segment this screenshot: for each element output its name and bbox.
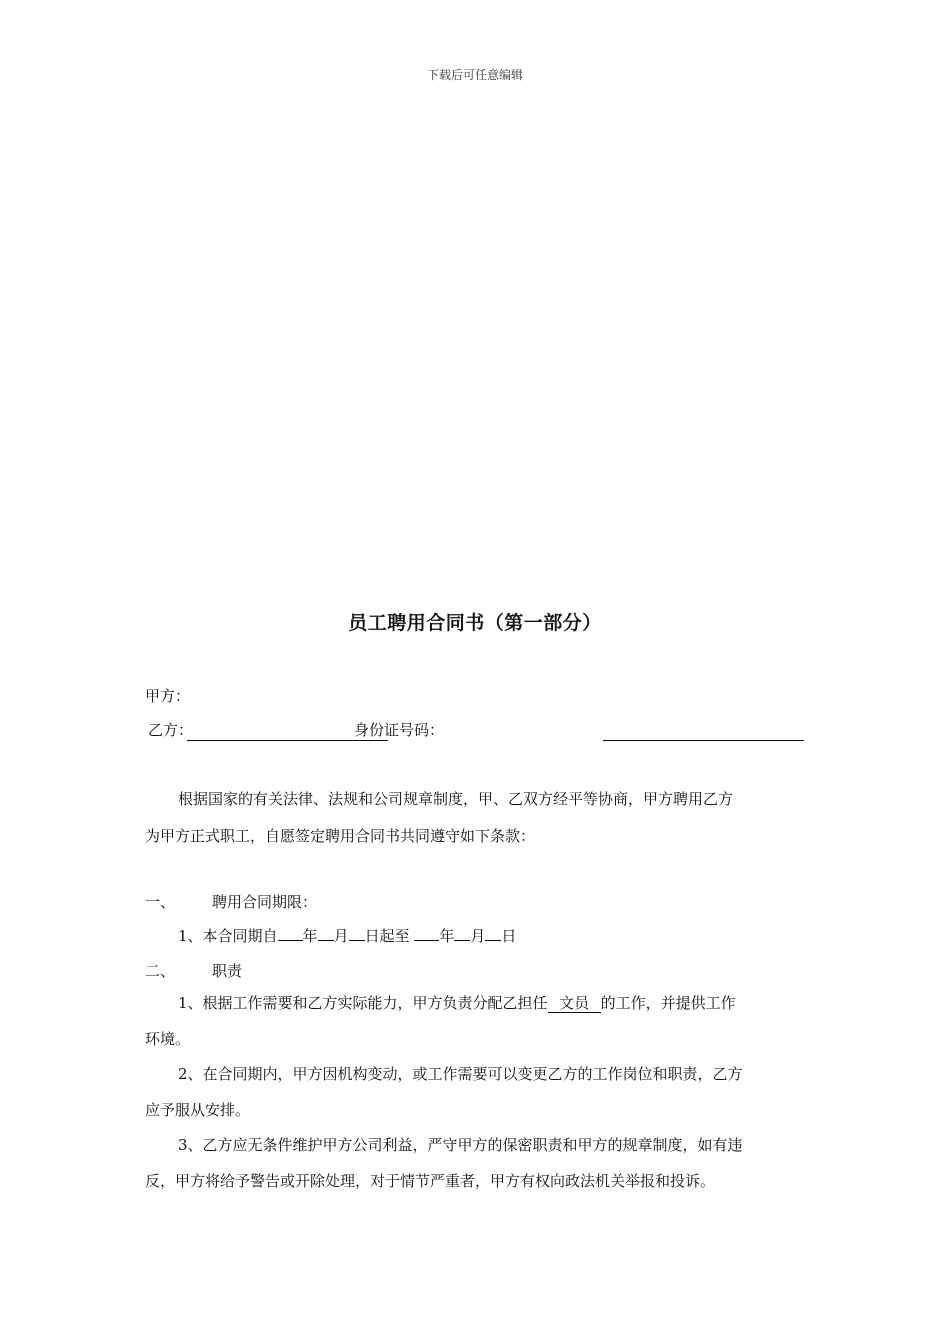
section-2-clause-1 (178, 992, 736, 1013)
section-1-heading: 聘用合同期限： (212, 893, 318, 911)
clause-1-before: 1、根据工作需要和乙方实际能力，甲方负责分配乙担任 (178, 994, 548, 1012)
party-a-label: 甲方： (145, 687, 191, 705)
position-value (548, 994, 601, 1013)
end-month-unit: 月 (470, 927, 486, 945)
section-2-heading: 职责 (212, 962, 243, 980)
section-1-clause-1 (178, 925, 516, 946)
party-b-blank (187, 740, 388, 741)
section-2-clause-3-line-1: 3、乙方应无条件维护甲方公司利益，严守甲方的保密职责和甲方的规章制度，如有违 (178, 1136, 743, 1154)
end-day-blank (485, 925, 501, 941)
section-2-number: 二、 (145, 962, 176, 980)
document-title: 员工聘用合同书（第一部分） (348, 612, 602, 634)
page-header-note: 下载后可任意编辑 (426, 68, 523, 82)
end-year-unit: 年 (439, 927, 455, 945)
clause-1-after: 的工作，并提供工作 (600, 994, 736, 1012)
start-year-blank (278, 925, 303, 941)
term-prefix: 1、本合同期自 (178, 927, 278, 945)
position-text: 文员 (559, 994, 590, 1012)
party-b-label: 乙方： (148, 721, 194, 739)
start-day-blank (349, 925, 365, 941)
section-2-clause-1-cont: 环境。 (145, 1030, 191, 1048)
id-number-label: 身份证号码： (354, 721, 445, 739)
start-day-unit: 日起至 (364, 927, 410, 945)
section-2-clause-3-line-2: 反，甲方将给予警告或开除处理，对于情节严重者，甲方有权向政法机关举报和投诉。 (145, 1172, 716, 1190)
preamble-line-2: 为甲方正式职工，自愿签定聘用合同书共同遵守如下条款： (145, 827, 536, 845)
start-year-unit: 年 (302, 927, 318, 945)
section-2-clause-2-line-1: 2、在合同期内，甲方因机构变动，或工作需要可以变更乙方的工作岗位和职责，乙方 (178, 1065, 743, 1083)
preamble-line-1: 根据国家的有关法律、法规和公司规章制度，甲、乙双方经平等协商，甲方聘用乙方 (178, 790, 734, 808)
start-month-blank (318, 925, 334, 941)
end-month-blank (454, 925, 470, 941)
end-day-unit: 日 (501, 927, 517, 945)
section-1-number: 一、 (145, 893, 176, 911)
end-year-blank (414, 925, 439, 941)
section-2-clause-2-line-2: 应予服从安排。 (145, 1101, 251, 1119)
id-number-blank (603, 740, 804, 741)
start-month-unit: 月 (333, 927, 349, 945)
